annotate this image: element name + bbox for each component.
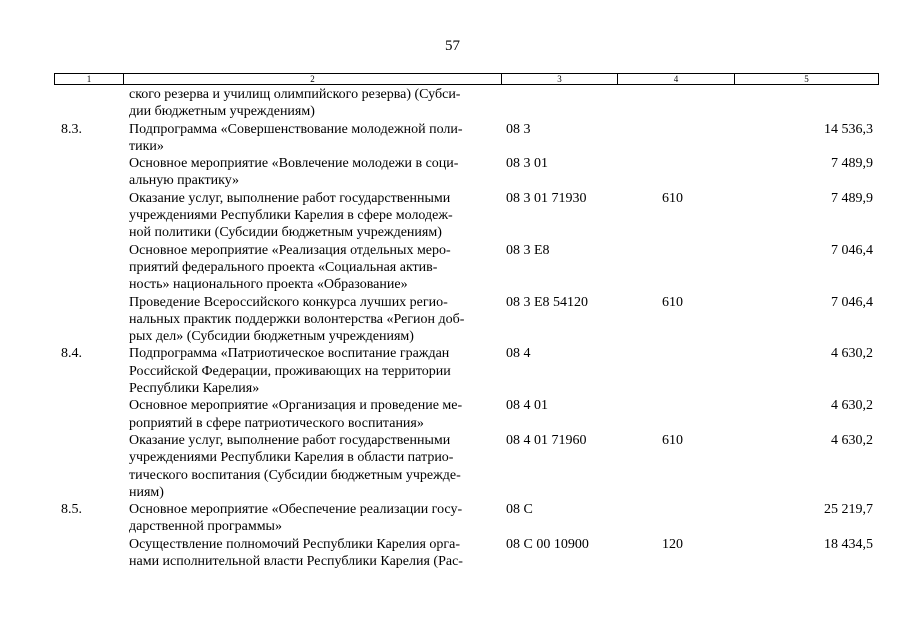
description-line: Основное мероприятие «Реализация отдельных меро- xyxy=(129,242,451,258)
row-number: 8.5. xyxy=(61,502,82,518)
row-description xyxy=(129,294,504,346)
description-line: Основное мероприятие «Обеспечение реализации госу- xyxy=(129,502,463,518)
row-expense-type xyxy=(662,121,762,156)
row-amount: 7 046,4 xyxy=(831,242,873,258)
row-expense-type xyxy=(662,345,762,397)
description-line: роприятий в сфере патриотического воспитания» xyxy=(129,415,424,431)
description-line: ниям) xyxy=(129,484,164,500)
row-number xyxy=(54,242,129,294)
row-number xyxy=(54,86,129,121)
table-row xyxy=(54,155,879,190)
row-description xyxy=(129,345,504,397)
table-header xyxy=(54,73,879,85)
description-line: учреждениями Республики Карелия в сфере молодеж- xyxy=(129,208,453,224)
page-number: 57 xyxy=(445,38,460,54)
description-line: учреждениями Республики Карелия в области патрио- xyxy=(129,450,454,466)
row-description xyxy=(129,432,504,501)
table-row xyxy=(54,121,879,156)
row-code: 08 3 01 71930 xyxy=(506,190,587,206)
row-description xyxy=(129,242,504,294)
description-line: Подпрограмма «Совершенствование молодежной поли- xyxy=(129,121,463,137)
row-code: 08 3 E8 xyxy=(506,242,550,258)
row-expense-type: 610 xyxy=(662,432,683,448)
table-row xyxy=(54,501,879,536)
row-expense-type xyxy=(662,155,762,190)
description-line: Основное мероприятие «Вовлечение молодежи в соци- xyxy=(129,156,459,172)
description-line: Республики Карелия» xyxy=(129,381,260,397)
row-amount xyxy=(762,86,879,121)
table-row xyxy=(54,242,879,294)
row-number xyxy=(54,190,129,242)
row-amount: 4 630,2 xyxy=(831,398,873,414)
row-description xyxy=(129,86,504,121)
description-line: Осуществление полномочий Республики Карелия орга- xyxy=(129,536,461,552)
description-line: приятий федерального проекта «Социальная актив- xyxy=(129,259,438,275)
description-line: Проведение Всероссийского конкурса лучших регио- xyxy=(129,294,448,310)
row-number: 8.3. xyxy=(61,121,82,137)
description-line: тического воспитания (Субсидии бюджетным учрежде- xyxy=(129,467,461,483)
row-amount: 4 630,2 xyxy=(831,346,873,362)
row-code: 08 4 01 71960 xyxy=(506,432,587,448)
row-amount: 7 489,9 xyxy=(831,190,873,206)
description-line: ной политики (Субсидии бюджетным учреждениям) xyxy=(129,225,442,241)
description-line: нами исполнительной власти Республики Карелия (Рас- xyxy=(129,554,463,570)
table-row xyxy=(54,397,879,432)
table-row xyxy=(54,345,879,397)
row-expense-type xyxy=(662,397,762,432)
row-expense-type xyxy=(662,501,762,536)
row-code xyxy=(504,86,662,121)
row-code: 08 3 E8 54120 xyxy=(506,294,589,310)
description-line: Российской Федерации, проживающих на территории xyxy=(129,363,451,379)
row-code: 08 С 00 10900 xyxy=(506,536,589,552)
row-number xyxy=(54,397,129,432)
row-expense-type xyxy=(662,86,762,121)
row-amount: 4 630,2 xyxy=(831,432,873,448)
row-amount: 25 219,7 xyxy=(824,502,873,518)
table-row xyxy=(54,536,879,571)
row-number xyxy=(54,536,129,571)
row-expense-type: 610 xyxy=(662,190,683,206)
row-code: 08 4 xyxy=(506,346,531,362)
row-code: 08 4 01 xyxy=(506,398,548,414)
row-expense-type xyxy=(662,242,762,294)
table-body xyxy=(54,86,879,570)
row-description xyxy=(129,190,504,242)
row-code: 08 3 xyxy=(506,121,531,137)
row-number xyxy=(54,294,129,346)
header-col-2: 2 xyxy=(124,74,502,84)
row-amount: 7 046,4 xyxy=(831,294,873,310)
description-line: Оказание услуг, выполнение работ государственными xyxy=(129,190,451,206)
row-description xyxy=(129,536,504,571)
row-expense-type: 120 xyxy=(662,536,683,552)
row-description xyxy=(129,397,504,432)
description-line: ность» национального проекта «Образование» xyxy=(129,277,408,293)
row-code: 08 3 01 xyxy=(506,156,548,172)
row-expense-type: 610 xyxy=(662,294,683,310)
header-col-1: 1 xyxy=(55,74,124,84)
row-number xyxy=(54,155,129,190)
description-line: Подпрограмма «Патриотическое воспитание граждан xyxy=(129,346,450,362)
table-row xyxy=(54,190,879,242)
row-description xyxy=(129,155,504,190)
row-description xyxy=(129,121,504,156)
row-amount: 7 489,9 xyxy=(831,156,873,172)
row-number: 8.4. xyxy=(61,346,82,362)
table-row xyxy=(54,294,879,346)
description-line: дии бюджетным учреждениям) xyxy=(129,104,315,120)
row-amount: 18 434,5 xyxy=(824,536,873,552)
row-amount: 14 536,3 xyxy=(824,121,873,137)
description-line: дарственной программы» xyxy=(129,519,282,535)
description-line: альную практику» xyxy=(129,173,240,189)
description-line: Основное мероприятие «Организация и проведение ме- xyxy=(129,398,463,414)
row-description xyxy=(129,501,504,536)
description-line: Оказание услуг, выполнение работ государственными xyxy=(129,432,451,448)
row-number xyxy=(54,432,129,501)
description-line: нальных практик поддержки волонтерства «Регион доб- xyxy=(129,311,465,327)
table-row xyxy=(54,432,879,501)
description-line: рых дел» (Субсидии бюджетным учреждениям) xyxy=(129,329,414,345)
description-line: ского резерва и училищ олимпийского резерва) (Субси- xyxy=(129,87,461,102)
row-code: 08 С xyxy=(506,502,533,518)
header-col-5: 5 xyxy=(804,74,809,84)
header-col-3: 3 xyxy=(502,74,618,84)
header-col-4: 4 xyxy=(618,74,735,84)
description-line: тики» xyxy=(129,138,164,154)
table-row xyxy=(54,86,879,121)
